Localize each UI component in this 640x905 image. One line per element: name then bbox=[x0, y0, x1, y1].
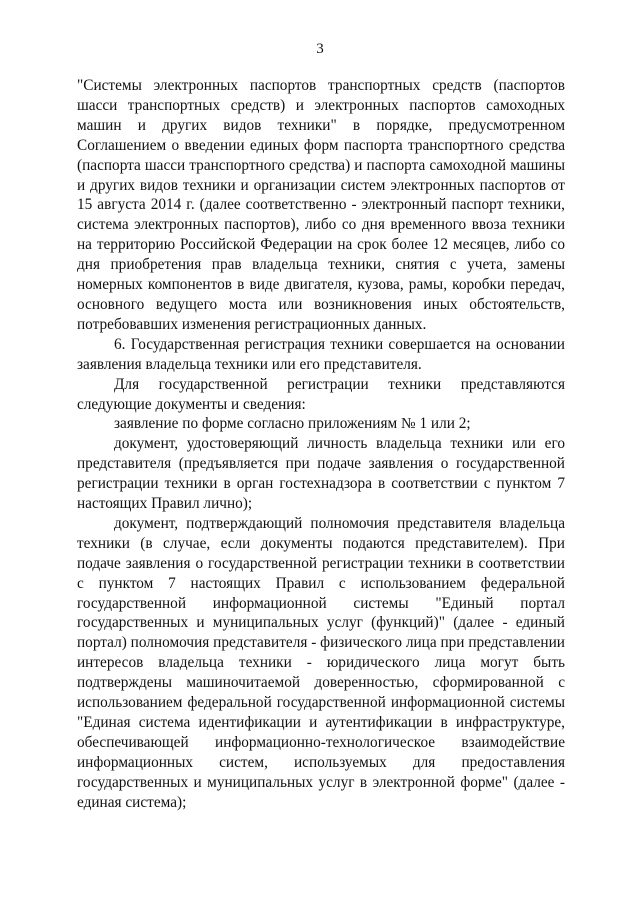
paragraph-documents-intro: Для государственной регистрации техники представляются следующие документы и сведения: bbox=[77, 375, 565, 413]
document-body bbox=[77, 76, 565, 813]
paragraph-continuation: "Системы электронных паспортов транспортных средств (паспортов шасси транспортных средств) и электронных паспортов самоходных машин и других видов техники" в порядке, предусмотренном Соглашением о введении единых форм паспорта транспортного средства (паспорта шасси транспортного средства) и паспорта самоходной машины и других видов техники и организации систем электронных паспортов от 15 августа 2014 г. (далее соответственно - электронный паспорт техники, система электронных паспортов), либо со дня временного ввоза техники на территорию Российской Федерации на срок более 12 месяцев, либо со дня приобретения прав владельца техники, снятия с учета, замены номерных компонентов в виде двигателя, кузова, рамы, коробки передач, основного ведущего моста или возникновения иных обстоятельств, потребовавших изменения регистрационных данных. bbox=[77, 77, 565, 333]
paragraph-application-form: заявление по форме согласно приложениям № 1 или 2; bbox=[114, 415, 471, 433]
paragraph-authority-document: документ, подтверждающий полномочия представителя владельца техники (в случае, если документы подаются представителем). При подаче заявления о государственной регистрации техники в соответствии с пунктом 7 настоящих Правил с использованием федеральной государственной информационной системы "Единый портал государственных и муниципальных услуг (функций)" (далее - единый портал) полномочия представителя - физического лица при представлении интересов владельца техники - юридического лица могут быть подтверждены машиночитаемой доверенностью, сформированной с использованием федеральной государственной информационной системы "Единая система идентификации и аутентификации в инфраструктуре, обеспечивающей информационно-технологическое взаимодействие информационных систем, используемых для предоставления государственных и муниципальных услуг в электронной форме" (далее - единая система); bbox=[77, 514, 565, 811]
paragraph-identity-document: документ, удостоверяющий личность владельца техники или его представителя (предъявляется при подаче заявления о государственной регистрации техники в орган гостехнадзора в соответствии с пунктом 7 настоящих Правил лично); bbox=[77, 435, 565, 513]
page-number: 3 bbox=[316, 41, 324, 57]
paragraph-item-6: 6. Государственная регистрация техники совершается на основании заявления владельца техники или его представителя. bbox=[77, 335, 565, 373]
